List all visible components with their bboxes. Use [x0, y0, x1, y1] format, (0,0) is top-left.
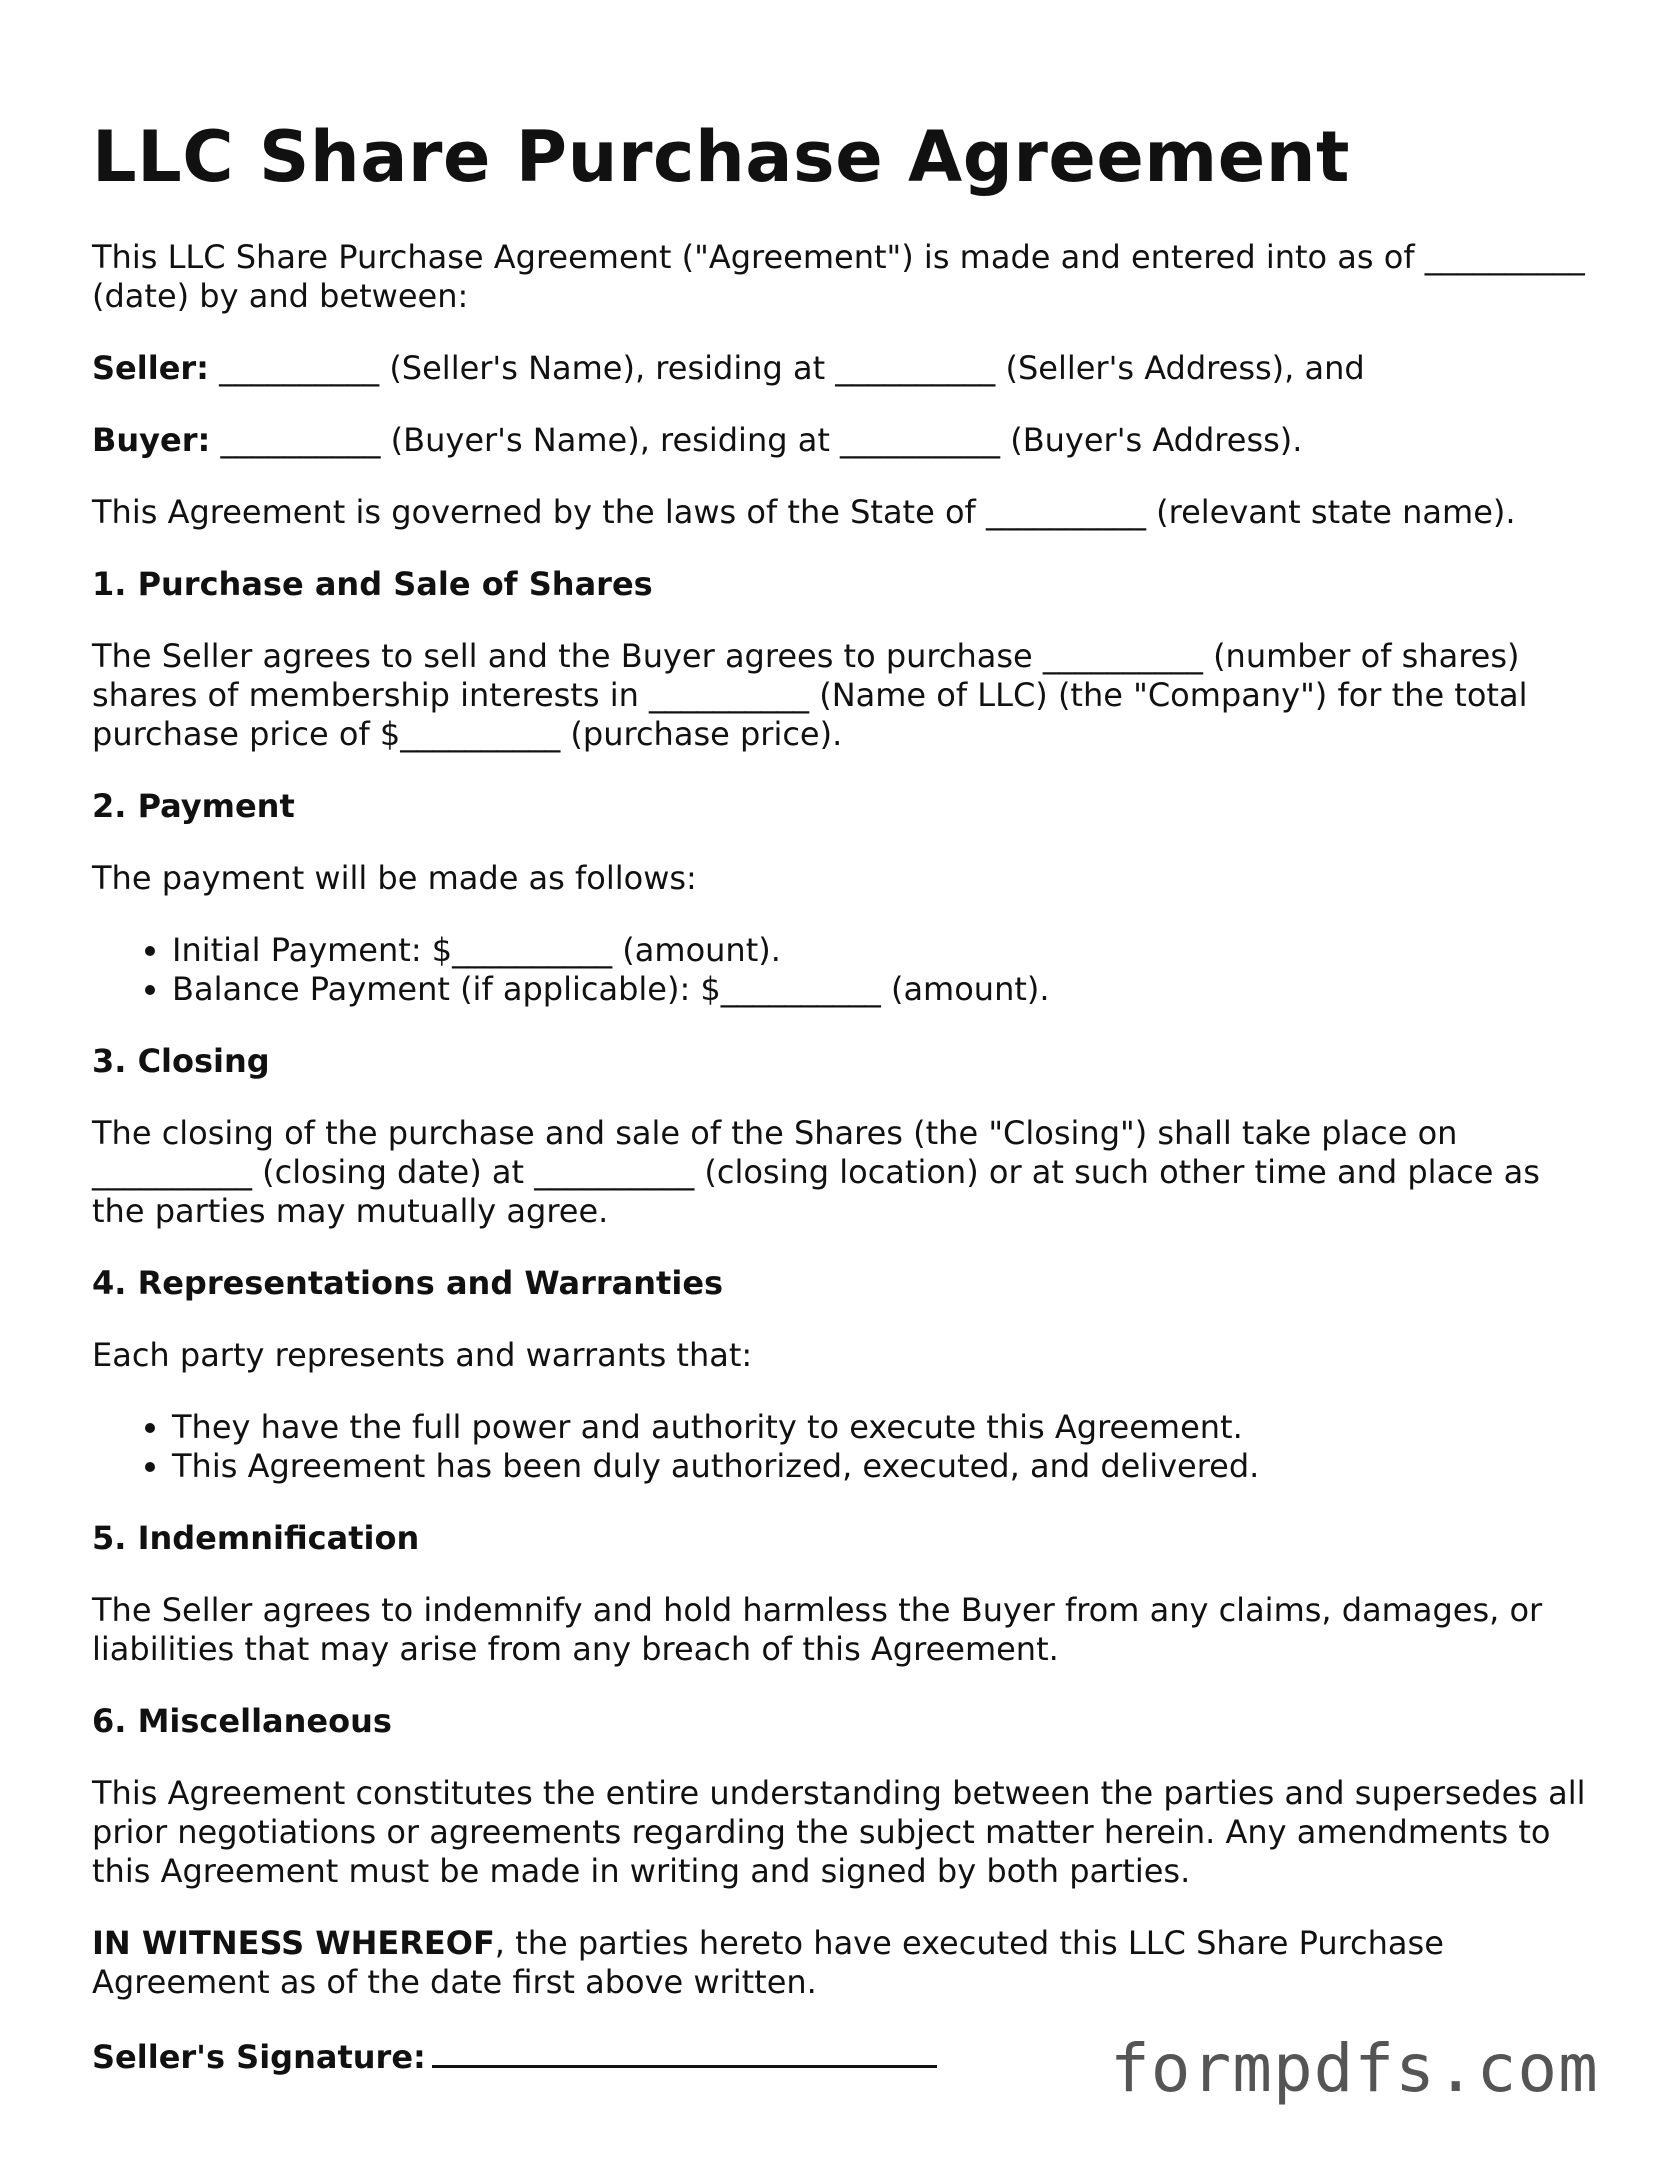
list-item: • This Agreement has been duly authorized, executed, and delivered.	[172, 1447, 1592, 1486]
section-6-body: This Agreement constitutes the entire understanding between the parties and supersedes all prior negotiations or agreements regarding the subject matter herein. Any amendments to this Agreement must be made in writing and signed by both parties.	[92, 1774, 1586, 1890]
governing-law-paragraph: This Agreement is governed by the laws of the State of __________ (relevant state name).	[92, 493, 1516, 531]
section-3-body: The closing of the purchase and sale of the Shares (the "Closing") shall take place on __________ (closing date) at __________ (closing location) or at such other time and place as the parties may mutually agree.	[92, 1114, 1540, 1230]
section-4-body: Each party represents and warrants that:	[92, 1336, 753, 1374]
warranties-list	[92, 1408, 1592, 1486]
seller-signature-field[interactable]	[432, 2035, 937, 2068]
seller-line	[92, 349, 1592, 388]
document-title: LLC Share Purchase Agreement	[92, 116, 1351, 198]
section-3-heading: 3. Closing	[92, 1042, 270, 1080]
list-item: • Initial Payment: $__________ (amount).	[172, 931, 1592, 970]
section-1-body: The Seller agrees to sell and the Buyer agrees to purchase __________ (number of shares) shares of membership interests in __________ (Name of LLC) (the "Company") for the total purchase price of $__________ (purchase price).	[92, 637, 1528, 753]
witness-paragraph	[92, 1924, 1592, 2002]
section-2-heading: 2. Payment	[92, 787, 295, 825]
payment-list	[92, 931, 1592, 1009]
list-item: • They have the full power and authority to execute this Agreement.	[172, 1408, 1592, 1447]
section-5-heading: 5. Indemnification	[92, 1519, 420, 1557]
seller-signature-label: Seller's Signature:	[92, 2038, 426, 2076]
section-2-body: The payment will be made as follows:	[92, 859, 697, 897]
section-6-heading: 6. Miscellaneous	[92, 1702, 392, 1740]
buyer-text: __________ (Buyer's Name), residing at __________ (Buyer's Address).	[210, 421, 1303, 459]
section-4-heading: 4. Representations and Warranties	[92, 1264, 724, 1302]
buyer-label: Buyer:	[92, 421, 211, 459]
document-page	[92, 0, 1592, 2077]
intro-paragraph: This LLC Share Purchase Agreement ("Agreement") is made and entered into as of __________ (date) by and between:	[92, 238, 1585, 315]
witness-bold: IN WITNESS WHEREOF	[92, 1924, 495, 1962]
buyer-line	[92, 421, 1592, 460]
list-item: • Balance Payment (if applicable): $__________ (amount).	[172, 970, 1592, 1009]
section-5-body: The Seller agrees to indemnify and hold harmless the Buyer from any claims, damages, or liabilities that may arise from any breach of this Agreement.	[92, 1591, 1543, 1668]
seller-text: __________ (Seller's Name), residing at __________ (Seller's Address), and	[208, 349, 1365, 387]
section-1-heading: 1. Purchase and Sale of Shares	[92, 565, 653, 603]
witness-text: , the parties hereto have executed this LLC Share Purchase Agreement as of the date first above written.	[92, 1924, 1444, 2001]
seller-label: Seller:	[92, 349, 209, 387]
watermark: formpdfs.com	[1110, 2030, 1599, 2107]
